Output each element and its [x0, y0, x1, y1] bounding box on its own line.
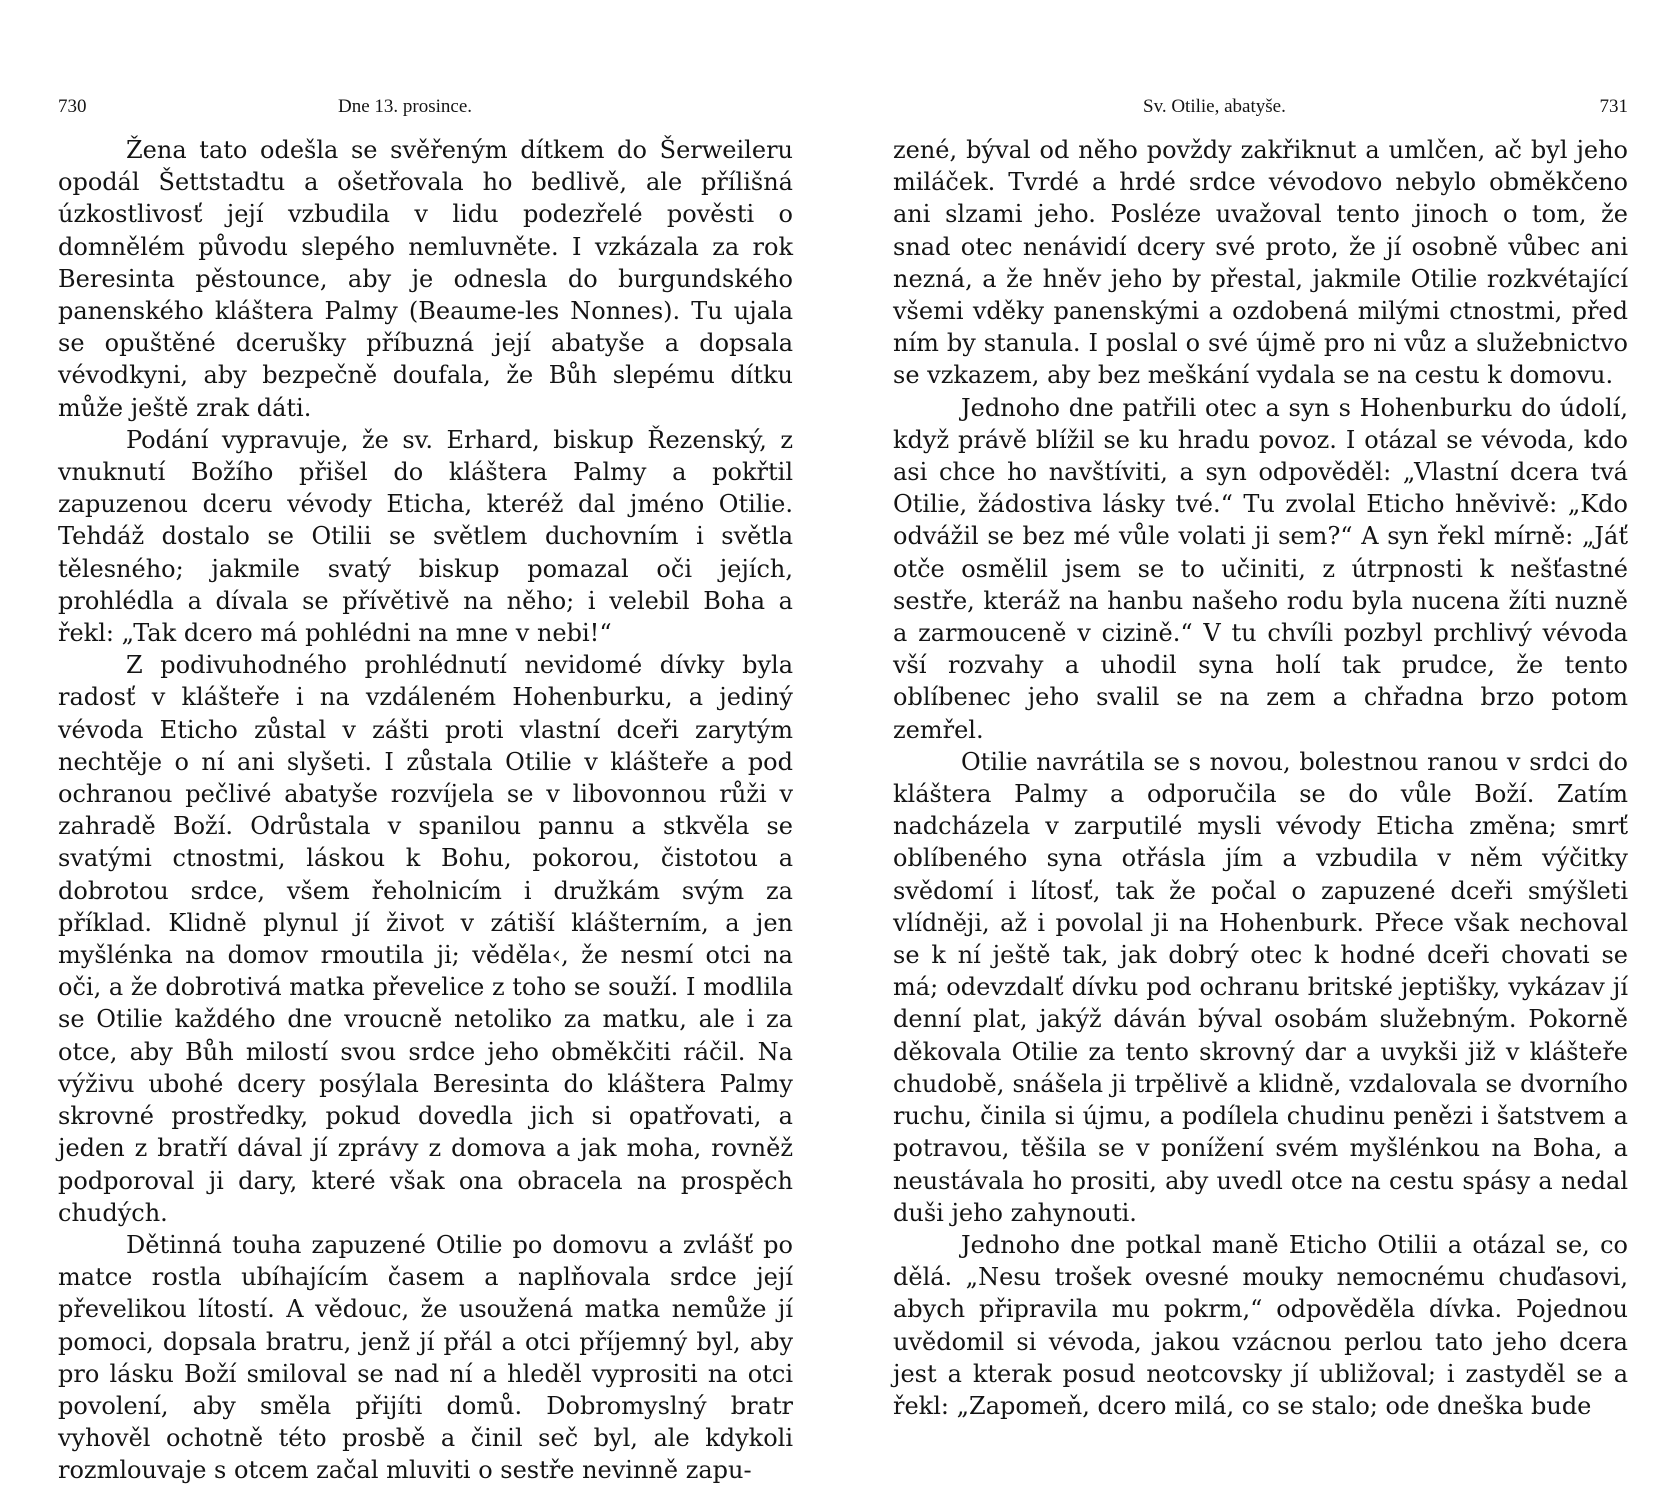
paragraph: Podání vypravuje, že sv. Erhard, biskup Řezenský, z vnuknutí Božího přišel do kláštera Palmy a pokřtil zapuzenou dceru vévody Eticha, kteréž dal jméno Otilie. Tehdáž dostalo se Otilii se světlem duchovním i světla tělesného; jakmile svatý biskup pomazal oči jejích, prohlédla a dívala se přívětivě na něho; i velebil Boha a řekl: „Tak dcero má pohlédni na mne v nebi!“ [58, 425, 793, 648]
running-head: Dne 13. prosince. [338, 96, 473, 117]
left-page-body [58, 134, 793, 1487]
left-page [58, 86, 793, 1486]
paragraph: Dětinná touha zapuzené Otilie po domovu a zvlášť po matce rostla ubíhajícím časem a naplňovala srdce její převelikou lítostí. A vědouc, že usoužená matka nemůže jí pomoci, dopsala bratru, jenž jí přál a otci příjemný byl, aby pro lásku Boží smiloval se nad ní a hleděl vyprositi na otci povolení, aby směla přijíti domů. Dobromyslný bratr vyhověl ochotně této prosbě a činil seč byl, ale kdykoli rozmlouvaje s otcem začal mluviti o sestře nevinně zapu- [58, 1230, 793, 1485]
paragraph: Jednoho dne potkal maně Eticho Otilii a otázal se, co dělá. „Nesu trošek ovesné mouky nemocnému chuďasovi, abych připravila mu pokrm,“ odpověděla dívka. Pojednou uvědomil si vévoda, jakou vzácnou perlou tato jeho dcera jest a kterak posud neotcovsky jí ubližoval; i zastyděl se a řekl: „Zapomeň, dcero milá, co se stalo; ode dneška bude [893, 1230, 1628, 1420]
right-page-header [893, 86, 1628, 126]
page-number: 730 [58, 96, 87, 117]
paragraph: zené, býval od něho povždy zakřiknut a umlčen, ač byl jeho miláček. Tvrdé a hrdé srdce vévodovo nebylo obměkčeno ani slzami jeho. Posléze uvažoval tento jinoch o tom, že snad otec nenávidí dcery své proto, že jí osobně vůbec ani nezná, a že hněv jeho by přestal, jakmile Otilie rozkvétající všemi vděky panenskými a ozdobená milými ctnostmi, před ním by stanula. I poslal o své újmě pro ni vůz a služebnictvo se vzkazem, aby bez meškání vydala se na cestu k domovu. [893, 136, 1628, 390]
paragraph: Z podivuhodného prohlédnutí nevidomé dívky byla radosť v klášteře i na vzdáleném Hohenburku, a jediný vévoda Eticho zůstal v zášti proti vlastní dceři zarytým nechtěje o ní ani slyšeti. I zůstala Otilie v klášteře a pod ochranou pečlivé abatyše rozvíjela se v libovonnou růži v zahradě Boží. Odrůstala v spanilou pannu a stkvěla se svatými ctnostmi, láskou k Bohu, pokorou, čistotou a dobrotou srdce, všem řeholnicím i družkám svým za příklad. Klidně plynul jí život v zátiší klášterním, a jen myšlénka na domov rmoutila ji; věděla‹, že nesmí otci na oči, a že dobrotivá matka převelice z toho se souží. I modlila se Otilie každého dne vroucně netoliko za matku, ale i za otce, aby Bůh milostí svou srdce jeho obměkčiti ráčil. Na výživu ubohé dcery posýlala Beresinta do kláštera Palmy skrovné prostředky, pokud dovedla jich si opatřovati, a jeden z bratří dával jí zprávy z domova a jak moha, rovněž podporoval ji dary, které však ona obracela na prospěch chudých. [58, 651, 793, 1227]
paragraph: Žena tato odešla se svěřeným dítkem do Šerweileru opodál Šettstadtu a ošetřovala ho bedlivě, ale přílišná úzkostlivosť její vzbudila v lidu podezřelé pověsti o domnělém původu slepého nemluvněte. I vzkázala za rok Beresinta pěstounce, aby je odnesla do burgundského panenského kláštera Palmy (Beaume-les Nonnes). Tu ujala se opuštěné dcerušky příbuzná její abatyše a dopsala vévodkyni, aby bezpečně doufala, že Bůh slepému dítku může ještě zrak dáti. [58, 136, 793, 422]
paragraph: Otilie navrátila se s novou, bolestnou ranou v srdci do kláštera Palmy a odporučila se do vůle Boží. Zatím nadcházela v zarputilé mysli vévody Eticha změna; smrť oblíbeného syna otřásla jím a vzbudila v něm výčitky svědomí i lítosť, tak že počal o zapuzené dceři smýšleti vlídněji, až i povolal ji na Hohenburk. Přece však nechoval se k ní ještě tak, jak dobrý otec k hodné dceři chovati se má; odevzdalť dívku pod ochranu britské jeptišky, vykázav jí denní plat, jakýž dáván býval osobám služebným. Pokorně děkovala Otilie za tento skrovný dar a uvykši již v klášteře chudobě, snášela ji trpělivě a klidně, vzdalovala se dvorního ruchu, činila si újmu, a podílela chudinu penězi i šatstvem a potravou, těšila se v ponížení svém myšlénkou na Boha, a neustávala ho prositi, aby uvedl otce na cestu spásy a nedal duši jeho zahynouti. [893, 747, 1628, 1227]
right-page-body [893, 134, 1628, 1422]
page-number: 731 [1599, 96, 1628, 117]
running-head: Sv. Otilie, abatyše. [1143, 96, 1286, 117]
left-page-header [58, 86, 793, 126]
right-page [893, 86, 1628, 1486]
paragraph: Jednoho dne patřili otec a syn s Hohenburku do údolí, když právě blížil se ku hradu povoz. I otázal se vévoda, kdo asi chce ho navštíviti, a syn odpověděl: „Vlastní dcera tvá Otilie, žádostiva lásky tvé.“ Tu zvolal Eticho hněvivě: „Kdo odvážil se bez mé vůle volati ji sem?“ A syn řekl mírně: „Jáť otče osmělil jsem se to učiniti, z útrpnosti k nešťastné sestře, kteráž na hanbu našeho rodu byla nucena žíti nuzně a zarmouceně v cizině.“ V tu chvíli pozbyl prchlivý vévoda vší rozvahy a uhodil syna holí tak prudce, že tento oblíbenec jeho svalil se na zem a chřadna brzo potom zemřel. [893, 393, 1628, 744]
